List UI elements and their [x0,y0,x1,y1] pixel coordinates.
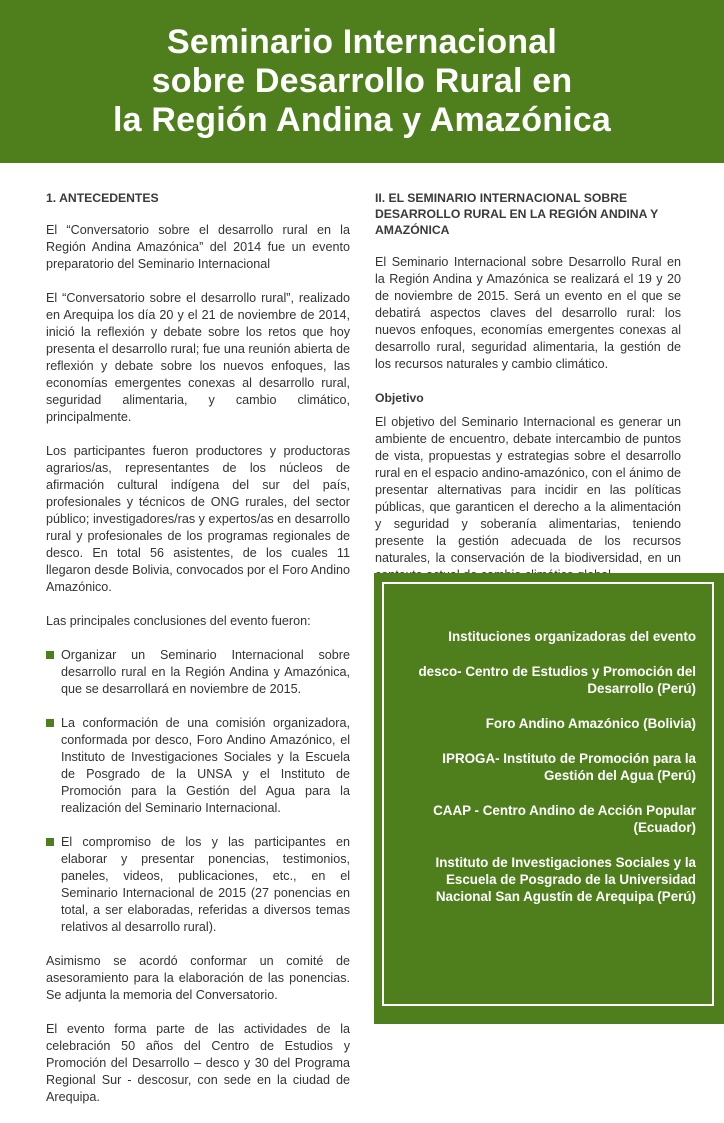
organizer-item: CAAP - Centro Andino de Acción Popular (Ecuador) [433,803,696,835]
section-heading-seminario: II. EL SEMINARIO INTERNACIONAL SOBRE DESARROLLO RURAL EN LA REGIÓN ANDINA Y AMAZÓNICA [375,191,659,237]
organizers-title: Instituciones organizadoras del evento [448,629,696,644]
organizer-item: IPROGA- Instituto de Promoción para la Gestión del Agua (Perú) [442,751,696,783]
list-item [46,647,350,698]
left-column [46,190,350,1123]
square-bullet-icon [46,838,54,846]
paragraph: El evento forma parte de las actividades de la celebración 50 años del Centro de Estudios y Promoción del Desarrollo – desco y 30 del Programa Regional Sur - descosur, con sede en la ciudad de Arequipa. [46,1022,350,1104]
organizers-list [396,628,696,923]
page-title-line-3: la Región Andina y Amazónica [112,101,612,139]
objective-heading: Objetivo [375,391,424,405]
section-heading-antecedentes: 1. ANTECEDENTES [46,191,159,205]
paragraph: El “Conversatorio sobre el desarrollo rural”, realizado en Arequipa los día 20 y el 21 de noviembre de 2014, inició la reflexión y debate sobre los retos que hoy presenta el desarrollo rural; fue una reunión abierta de reflexión y debate sobre los nuevos enfoques, las economías emergentes conexas al desarrollo rural, seguridad alimentaria, y cambio climático, principalmente. [46,291,350,424]
organizers-frame [382,582,714,1006]
list-item [46,834,350,936]
paragraph: Los participantes fueron productores y productoras agrarios/as, representantes de los núcleos de afirmación cultural indígena del sur del país, profesionales y técnicos de ONG rurales, del sector público; investigadores/ras y expertos/as en desarrollo rural y profesionales de los programas regionales de desco. En total 56 asistentes, de los cuales 11 llegaron desde Bolivia, convocados por el Foro Andino Amazónico. [46,444,350,594]
organizer-item: desco- Centro de Estudios y Promoción del Desarrollo (Perú) [418,664,696,696]
organizers-box [374,573,724,1024]
organizer-item: Foro Andino Amazónico (Bolivia) [485,716,696,731]
paragraph: El “Conversatorio sobre el desarrollo rural en la Región Andina Amazónica” del 2014 fue un evento preparatorio del Seminario Internacional [46,223,350,271]
paragraph: El Seminario Internacional sobre Desarrollo Rural en la Región Andina y Amazónica se realizará el 19 y 20 de noviembre de 2015. Será un evento en el que se debatirá aspectos claves del desarrollo rural: los nuevos enfoques, economías emergentes conexas al desarrollo rural, seguridad alimentaria, la gestión de los recursos naturales y cambio climático. [375,255,681,371]
list-item-text: La conformación de una comisión organizadora, conformada por desco, Foro Andino Amazónico, el Instituto de Investigaciones Sociales y la Escuela de Posgrado de la UNSA y el Instituto de Promoción para la Gestión del Agua para la realización del Seminario Internacional. [61,716,350,815]
organizer-item: Instituto de Investigaciones Sociales y la Escuela de Posgrado de la Universidad Nacional San Agustín de Arequipa (Perú) [435,855,696,904]
square-bullet-icon [46,719,54,727]
title-banner [0,0,724,163]
paragraph: Las principales conclusiones del evento fueron: [46,614,311,628]
right-column [375,190,681,601]
list-item [46,715,350,817]
page-title-line-2: sobre Desarrollo Rural en [151,62,573,100]
paragraph: El objetivo del Seminario Internacional es generar un ambiente de encuentro, debate intercambio de puntos de vista, propuestas y estrategias sobre el desarrollo rural en el espacio andino-amazónico, con el ánimo de presentar alternativas para incidir en las políticas públicas, que garanticen el derecho a la alimentación y seguridad y soberanía alimentarias, teniendo presente la gestión adecuada de los recursos naturales, la conservación de la biodiversidad, en un [375,415,681,565]
page-title-line-1: Seminario Internacional [166,23,558,61]
conclusions-list [46,647,350,936]
list-item-text: Organizar un Seminario Internacional sobre desarrollo rural en la Región Andina y Amazónica, que se desarrollará en noviembre de 2015. [61,648,350,696]
square-bullet-icon [46,651,54,659]
list-item-text: El compromiso de los y las participantes en elaborar y presentar ponencias, testimonios, paneles, videos, publicaciones, etc., en el Seminario Internacional de 2015 (27 ponencias en total, a ser elaboradas, referidas a diversos temas relativos al desarrollo rural). [61,835,350,934]
paragraph: Asimismo se acordó conformar un comité de asesoramiento para la elaboración de las ponencias. Se adjunta la memoria del Conversatorio. [46,954,350,1002]
